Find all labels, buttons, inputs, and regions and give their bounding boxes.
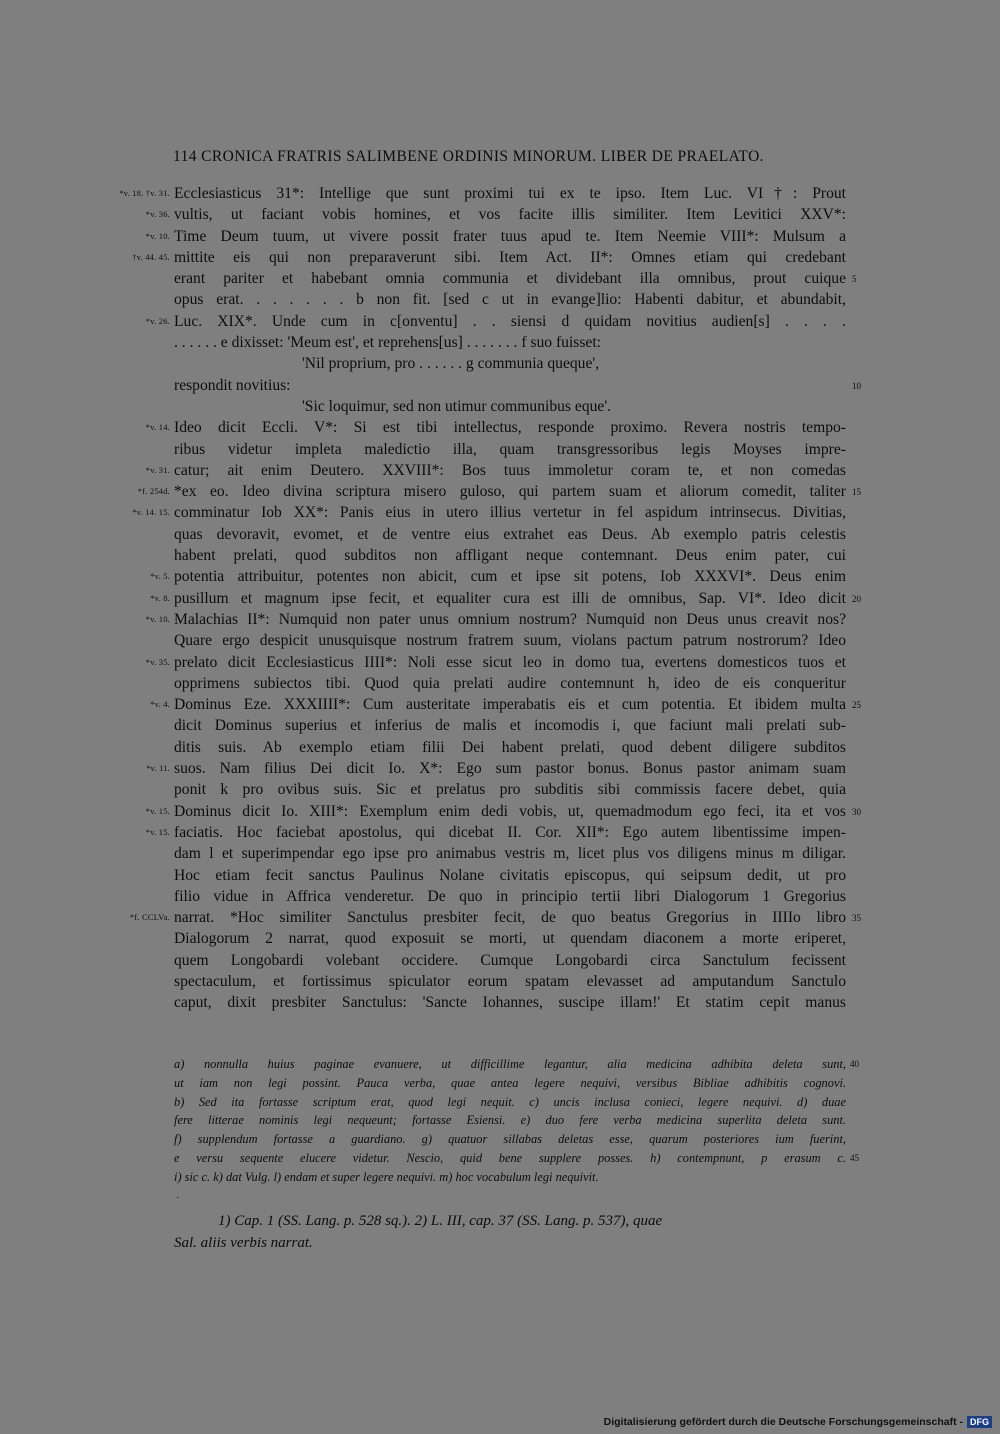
text-line: [174, 332, 846, 353]
margin-reference: *v. 14.: [145, 422, 170, 433]
line-text: ribus videtur impleta maledictio illa, quam transgressoribus legis Moyses impre-: [174, 440, 846, 458]
funding-footer: [604, 1416, 992, 1428]
text-line: [145, 652, 846, 673]
text-line: [174, 396, 846, 417]
line-text: suos. Nam filius Dei dicit Io. X*: Ego sum pastor bonus. Bonus pastor animam suam: [174, 760, 846, 778]
footnote-text: ut iam non legi possint. Pauca verba, quae antea legere nequivi, versibus Bibliae adhibitis cognovi.: [174, 1075, 846, 1090]
text-line: [174, 971, 846, 992]
margin-reference: *f. 254d.: [137, 486, 170, 497]
footnote-text: fere litterae nominis legi nequeunt; fortasse Esiensi. e) duo fere verba medicina superlita deleta sunt.: [174, 1113, 846, 1128]
text-line: [174, 865, 846, 886]
line-number: 45: [850, 1152, 859, 1163]
text-line: [174, 843, 846, 864]
line-text: Quare ergo despicit unusquisque nostrum fratrem suum, violans pactum patrum nostrorum? Ideo: [174, 632, 846, 650]
text-line: [174, 630, 846, 651]
line-text: 'Sic loquimur, sed non utimur communibus eque'.: [302, 397, 612, 415]
text-line: [145, 822, 846, 843]
line-text: *ex eo. Ideo divina scriptura misero guloso, qui partem suam et aliorum comedit, taliter: [174, 483, 846, 501]
margin-reference: *v. 26.: [145, 315, 170, 326]
text-line: [174, 928, 846, 949]
text-line: [145, 311, 846, 332]
line-text: caput, dixit presbiter Sanctulus: 'Sancte Iohannes, suscipe illam!' Et statim cepit manus: [174, 994, 846, 1012]
line-text: Ecclesiasticus 31*: Intellige que sunt proximi tui ex te ipso. Item Luc. VI†: Prout: [174, 185, 846, 202]
text-line: [119, 183, 846, 204]
margin-reference: *v. 10.: [145, 613, 170, 624]
line-text: pusillum et magnum ipse fecit, et equaliter cura est illi de omnibus, Sap. VI*. Ideo dicit: [174, 589, 846, 607]
footnote-text: i) sic c. k) dat Vulg. l) endam et super legere nequivi. m) hoc vocabulum legi nequivit.: [174, 1169, 599, 1184]
footnote-text: e versu sequente elucere videtur. Nescio, quid bene supplere posses. h) contempnunt, p erasum c.: [174, 1150, 846, 1165]
main-text: [119, 183, 861, 1014]
stray-mark: ·: [176, 1193, 180, 1204]
line-text: spectaculum, et fortissimus spiculator eorum spatam elevasset ad amputandum Sanctulo: [174, 972, 846, 990]
margin-reference: †v. 44. 45.: [132, 251, 170, 262]
margin-reference: *v. 15.: [145, 826, 170, 837]
line-text: quas devoravit, evomet, et de ventre eius extrahet eas Deus. Ab exemplo patris celestis: [174, 525, 846, 543]
line-number: 25: [852, 700, 861, 711]
line-text: Luc. XIX*. Unde cum in c[onventu] . . siensi d quidam novitius audien[s] . . . .: [174, 312, 846, 330]
text-line: [174, 950, 846, 971]
margin-reference: *v. 11.: [146, 763, 170, 774]
footnote-text: f) supplendum fortasse a guardiano. g) quatuor sillabas deletas esse, quarum posteriores ium fuerint,: [174, 1132, 846, 1147]
margin-reference: *v. 35.: [145, 656, 170, 667]
text-line: [174, 375, 861, 396]
line-text: Dialogorum 2 narrat, quod exposuit se morti, ut quendam diaconem a morte eriperet,: [174, 930, 846, 948]
text-line: [174, 992, 846, 1013]
line-text: Time Deum tuum, ut vivere possit frater tuus apud te. Item Neemie VIII*: Mulsum a: [174, 227, 846, 245]
source-notes: [174, 1210, 846, 1254]
margin-reference: *v. 31.: [145, 464, 170, 475]
text-line: [174, 545, 846, 566]
margin-reference: *f. CCLVa.: [129, 912, 170, 923]
text-line: [174, 737, 846, 758]
line-number: 5: [852, 274, 857, 285]
line-text: 'Nil proprium, pro . . . . . . g communia queque',: [302, 355, 600, 373]
source-note-line: 1) Cap. 1 (SS. Lang. p. 528 sq.). 2) L. III, cap. 37 (SS. Lang. p. 537), quae: [218, 1213, 663, 1229]
text-line: [146, 758, 846, 779]
text-line: [145, 801, 861, 822]
text-line: [174, 715, 846, 736]
line-text: Dominus Eze. XXXIIII*: Cum austeritate imperabatis eis et cum potentia. Et ibidem multa: [174, 696, 846, 714]
text-line: [132, 502, 846, 523]
text-line: [145, 417, 846, 438]
margin-reference: *v. 15.: [145, 805, 170, 816]
text-line: [150, 588, 861, 609]
line-number: 40: [850, 1059, 859, 1069]
text-line: [150, 566, 846, 587]
line-text: vultis, ut faciant vobis homines, et vos facite illis similiter. Item Levitici XXV*:: [174, 206, 846, 224]
line-text: opus erat. . . . . . . b non fit. [sed c ut in evange]lio: Habenti dabitur, et abundabit,: [174, 291, 846, 309]
dfg-logo: DFG: [967, 1416, 992, 1428]
line-number: 20: [852, 593, 861, 604]
margin-reference: *v. 4.: [150, 699, 170, 710]
line-text: prelato dicit Ecclesiasticus IIII*: Noli esse sicut leo in domo tua, evertens domesticos tuos et: [174, 653, 846, 671]
text-line: [174, 353, 846, 374]
source-note-line: Sal. aliis verbis narrat.: [174, 1235, 313, 1251]
text-line: [174, 439, 846, 460]
margin-reference: *v. 14. 15.: [132, 507, 170, 518]
margin-reference: *v. 18. †v. 31.: [119, 188, 170, 198]
text-line: [150, 694, 861, 715]
funding-text: Digitalisierung gefördert durch die Deutsche Forschungsgemeinschaft -: [603, 1416, 963, 1428]
text-line: [174, 779, 846, 800]
line-text: Hoc etiam fecit sanctus Paulinus Nolane civitatis episcopus, qui seipsum dedit, ut pro: [174, 866, 846, 884]
margin-reference: *v. 5.: [150, 571, 170, 582]
line-number: 30: [852, 806, 861, 817]
line-text: Dominus dicit Io. XIII*: Exemplum enim dedi vobis, ut, quemadmodum ego feci, ita et vos: [174, 802, 846, 820]
line-text: catur; ait enim Deutero. XXVIII*: Bos tuus immoletur coram te, et non comedas: [174, 461, 846, 479]
text-line: [174, 268, 857, 289]
text-line: [145, 226, 846, 247]
margin-reference: *v. 8.: [150, 592, 170, 603]
text-line: [145, 460, 846, 481]
line-text: . . . . . . e dixisset: 'Meum est', et reprehens[us] . . . . . . . f suo fuisset:: [174, 334, 602, 352]
text-line: [174, 524, 846, 545]
line-text: filio vidue in Affrica venderetur. De quo in principio tertii libri Dialogorum 1 Gregorius: [174, 887, 846, 905]
footnote-line: [174, 1111, 846, 1130]
margin-reference: *v. 10.: [145, 230, 170, 241]
text-line: [145, 609, 846, 630]
line-text: dicit Dominus superius et inferius de malis et incomodis i, que faciunt mali prelati sub-: [174, 717, 846, 735]
footnotes: [174, 1055, 859, 1187]
line-text: ponit k pro ovibus suis. Sic et prelatus pro subditis sibi commissis facere debet, quia: [174, 781, 846, 799]
footnote-line: [174, 1093, 846, 1112]
line-text: Malachias II*: Numquid non pater unus omnium nostrum? Numquid non Deus unus creavit nos?: [174, 610, 846, 628]
text-line: [174, 289, 846, 310]
line-text: Ideo dicit Eccli. V*: Si est tibi intellectus, responde proximo. Revera nostris tempo-: [174, 419, 846, 437]
line-text: respondit novitius:: [174, 376, 291, 394]
margin-reference: *v. 36.: [145, 209, 170, 220]
line-text: dam l et superimpendar ego ipse pro animabus vestris m, licet plus vos diligens minus m diligar.: [174, 845, 846, 863]
line-number: 15: [852, 487, 861, 498]
text-line: [145, 204, 846, 225]
line-text: ditis suis. Ab exemplo etiam filii Dei habent prelati, quod debent diligere subditos: [174, 738, 846, 756]
line-text: faciatis. Hoc faciebat apostolus, qui dicebat II. Cor. XII*: Ego autem libentissime impen-: [174, 823, 846, 841]
footnote-text: b) Sed ita fortasse scriptum erat, quod legi nequit. c) uncis inclusa conieci, legere nequivi. d) duae: [174, 1094, 846, 1109]
footnote-line: [174, 1168, 846, 1187]
line-text: opprimens subiectos tibi. Quod quia prelati audire contemnunt h, ideo de eis conqueritur: [174, 674, 846, 692]
line-number: 10: [852, 380, 861, 391]
footnote-line: [174, 1149, 859, 1168]
line-number: 35: [852, 913, 861, 924]
line-text: mittite eis qui non preparaverunt sibi. Item Act. II*: Omnes etiam qui credebant: [174, 248, 846, 266]
line-text: quem Longobardi volebant occidere. Cumque Longobardi circa Sanctulum fecissent: [174, 951, 846, 969]
text-line: [129, 907, 861, 928]
footnote-line: [174, 1055, 859, 1074]
footnote-text: a) nonnulla huius paginae evanuere, ut difficillime legantur, alia medicina adhibita deleta sunt,: [174, 1057, 846, 1071]
line-text: habent prelati, quod subditos non affligant neque contemnant. Deus enim pater, cui: [174, 547, 846, 565]
footnote-line: [174, 1074, 846, 1093]
line-text: narrat. *Hoc similiter Sanctulus presbiter fecit, de quo beatus Gregorius in IIIIo libro: [174, 909, 846, 927]
line-text: comminatur Iob XX*: Panis eius in utero illius vertetur in fel aspidum intrinsecus. Divitias,: [174, 504, 846, 522]
text-line: [132, 247, 846, 268]
text-line: [137, 481, 861, 502]
text-line: [174, 886, 846, 907]
footnote-line: [174, 1130, 846, 1149]
line-text: erant pariter et habebant omnia communia et dividebant illa omnibus, prout cuique: [174, 270, 846, 288]
text-line: [174, 673, 846, 694]
line-text: potentia attribuitur, potentes non abicit, cum et ipse sit potens, Iob XXXVI*. Deus enim: [174, 568, 846, 586]
running-header: 114 CRONICA FRATRIS SALIMBENE ORDINIS MINORUM. LIBER DE PRAELATO.: [173, 148, 764, 165]
